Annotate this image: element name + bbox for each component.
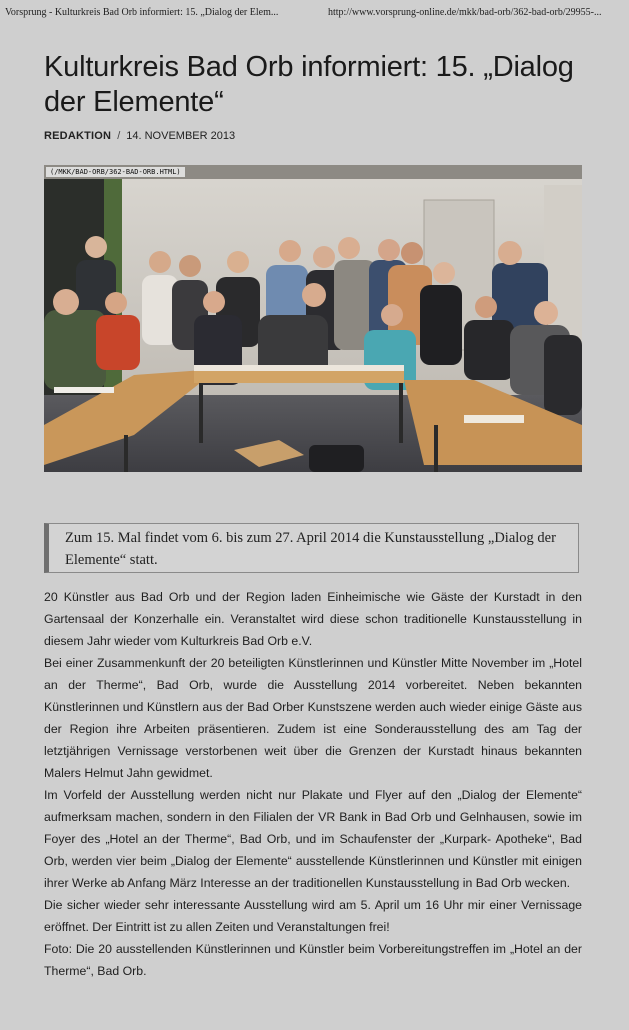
lead-box [44, 523, 579, 573]
article-photo [44, 165, 582, 472]
print-page-title: Vorsprung - Kulturkreis Bad Orb informiert: 15. „Dialog der Elem... [5, 7, 279, 18]
body-paragraph: Bei einer Zusammenkunft der 20 beteiligten Künstlerinnen und Künstler Mitte November im „Hotel an der Therme“, Bad Orb, wurde die Ausstellung 2014 vorbereitet. Neben bekannten Künstlerinnen und Künstlern aus der Bad Orber Kunstszene werden auch wieder einige Gäste aus der Region ihre Arbeiten präsentieren. Zudem ist eine Sonderausstellung des am Tag der letztjährigen Vernissage verstorbenen weit über die Grenzen der Kurstadt hinaus bekannten Malers Helmut Jahn gewidmet. [44, 656, 582, 780]
group-photo-image [44, 165, 582, 472]
photo-caption: Foto: Die 20 ausstellenden Künstlerinnen und Künstler beim Vorbereitungstreffen im „Hotel an der Therme“, Bad Orb. [44, 942, 582, 978]
byline [44, 130, 235, 142]
lead-text: Zum 15. Mal findet vom 6. bis zum 27. April 2014 die Kunstausstellung „Dialog der Elemente“ statt. [65, 530, 556, 568]
photo-overlay-url[interactable]: (/MKK/BAD-ORB/362-BAD-ORB.HTML) [46, 167, 185, 177]
print-header [5, 7, 624, 21]
print-page-url: http://www.vorsprung-online.de/mkk/bad-orb/362-bad-orb/29955-... [328, 7, 602, 18]
byline-separator: / [117, 130, 121, 142]
article-title: Kulturkreis Bad Orb informiert: 15. „Dialog der Elemente“ [44, 51, 574, 118]
body-paragraph: 20 Künstler aus Bad Orb und der Region laden Einheimische wie Gäste der Kurstadt in den Gartensaal der Konzerhalle ein. Veranstaltet wird diese schon traditionelle Kunstausstellung in diesem Jahr wieder vom Kulturkreis Bad Orb e.V. [44, 590, 582, 648]
author-link[interactable]: REDAKTION [44, 130, 112, 142]
publish-date: 14. NOVEMBER 2013 [126, 130, 236, 142]
article-body [44, 586, 582, 982]
body-paragraph: Im Vorfeld der Ausstellung werden nicht nur Plakate und Flyer auf den „Dialog der Elemente“ aufmerksam machen, sondern in den Filialen der VR Bank in Bad Orb und Gelnhausen, sowie im Foyer des „Hotel an der Therme“, Bad Orb, und im Schaufenster der „Kurpark- Apotheke“, Bad Orb, werden vier beim „Dialog der Elemente“ ausstellende Künstlerinnen und Künstler mit einigen ihrer Werke ab Anfang März Interesse an der traditionellen Kunstausstellung in Bad Orb wecken. [44, 788, 582, 890]
body-paragraph: Die sicher wieder sehr interessante Ausstellung wird am 5. April um 16 Uhr mir einer Vernissage eröffnet. Der Eintritt ist zu allen Zeiten und Veranstaltungen frei! [44, 898, 582, 934]
